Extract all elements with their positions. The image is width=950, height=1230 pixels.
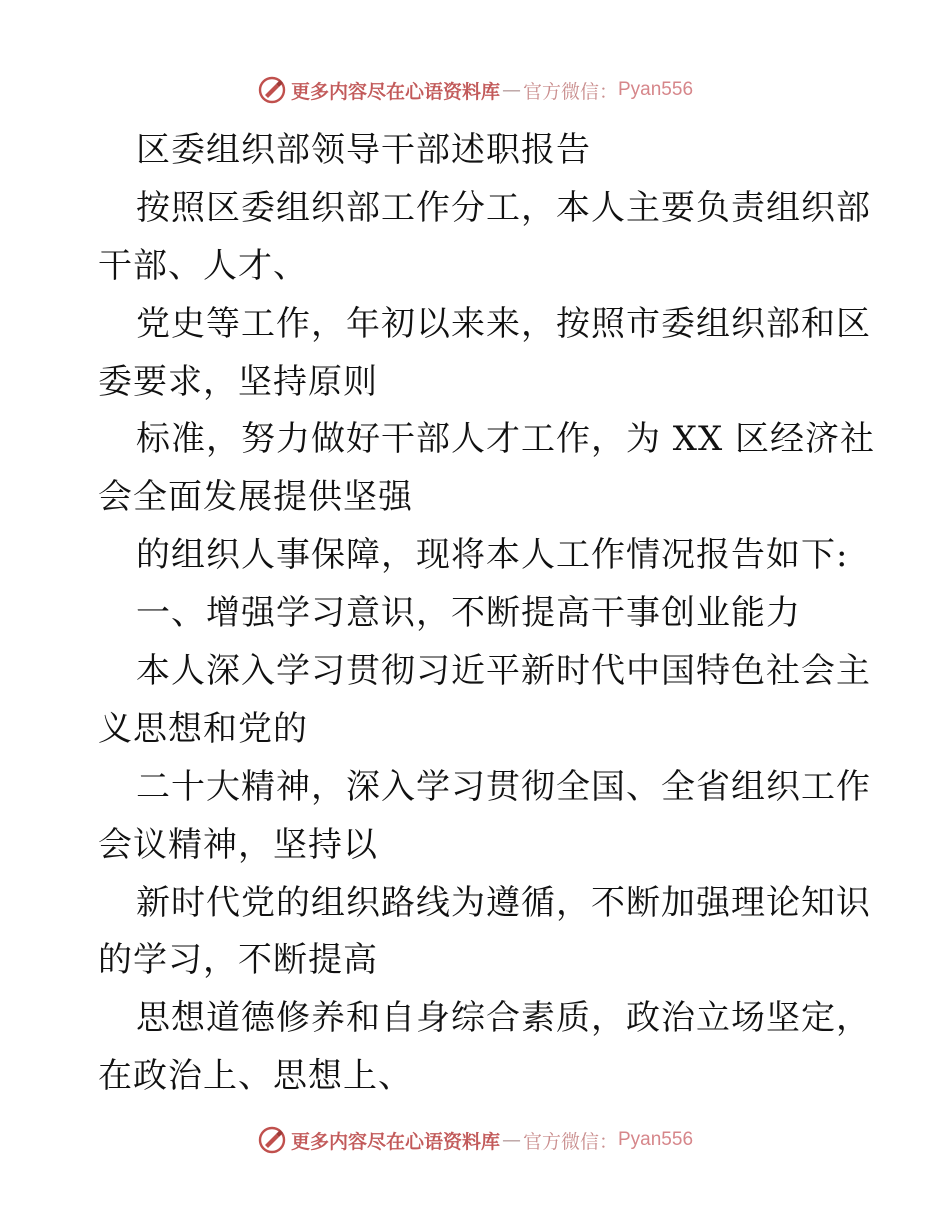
body-text-line: 二十大精神，深入学习贯彻全国、全省组织工作 (136, 766, 871, 807)
watermark-wechat-id: Pyan556 (618, 79, 694, 100)
body-text-line: 的组织人事保障，现将本人工作情况报告如下: (136, 535, 849, 576)
watermark-wechat-id: Pyan556 (618, 1129, 694, 1150)
watermark-label: 官方微信： (522, 1130, 618, 1153)
body-text-line: 按照区委组织部工作分工，本人主要负责组织部 (136, 187, 871, 228)
document-body (98, 122, 876, 1106)
body-text-line: 新时代党的组织路线为遵循，不断加强理论知识 (136, 882, 871, 923)
body-text-line: 会全面发展提供坚强 (98, 477, 413, 518)
logo-icon (257, 1125, 287, 1155)
watermark-text: 更多内容尽在心语资料库 (290, 1130, 500, 1153)
body-text-line: 委要求，坚持原则 (98, 361, 378, 402)
body-text-line: 在政治上、思想上、 (98, 1056, 413, 1097)
watermark-separator: — (501, 79, 521, 101)
body-text-line: 标准，努力做好干部人才工作，为 XX 区经济社 (136, 419, 876, 460)
watermark-label: 官方微信： (522, 80, 618, 103)
watermark-separator: — (501, 1129, 521, 1151)
footer-watermark (0, 1120, 950, 1160)
header-watermark (0, 70, 950, 110)
logo-icon (257, 75, 287, 105)
body-text-line: 干部、人才、 (98, 245, 308, 286)
body-text-line: 思想道德修养和自身综合素质，政治立场坚定， (136, 998, 871, 1039)
body-text-line: 本人深入学习贯彻习近平新时代中国特色社会主 (136, 651, 871, 692)
document-title: 区委组织部领导干部述职报告 (136, 130, 591, 170)
body-text-line: 会议精神，坚持以 (98, 824, 378, 865)
body-text-line: 一、增强学习意识，不断提高干事创业能力 (136, 593, 801, 634)
body-text-line: 义思想和党的 (98, 708, 308, 749)
body-text-line: 党史等工作，年初以来来，按照市委组织部和区 (136, 303, 871, 344)
watermark-text: 更多内容尽在心语资料库 (290, 80, 500, 103)
body-text-line: 的学习，不断提高 (98, 940, 378, 981)
